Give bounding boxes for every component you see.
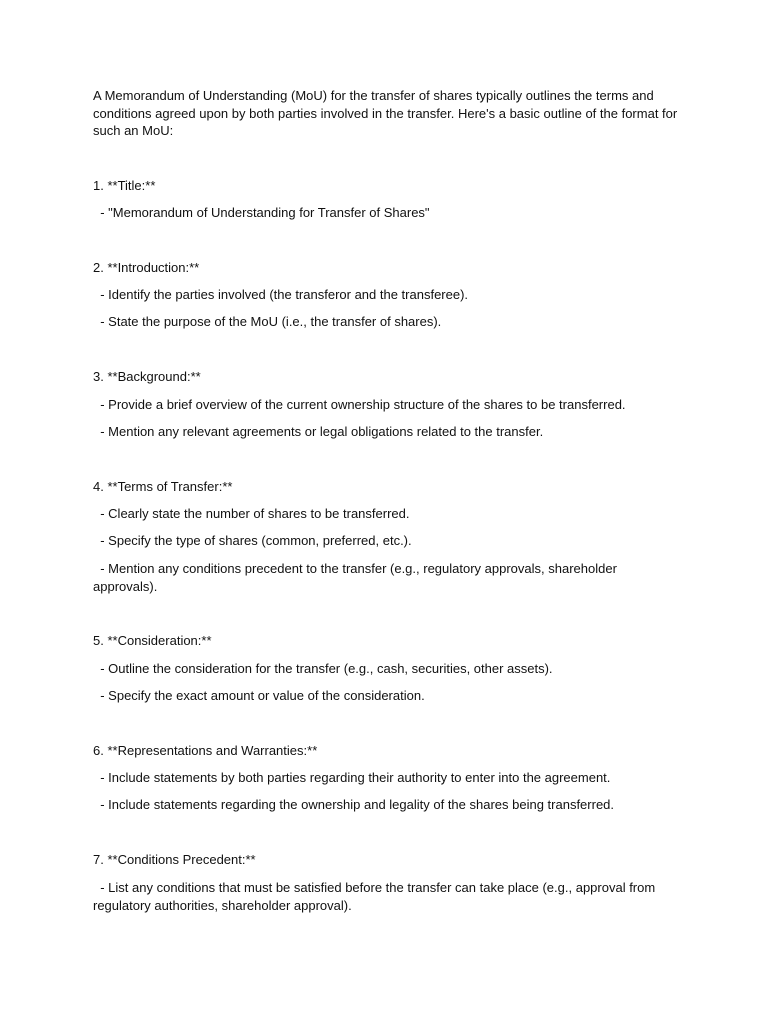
section-heading-terms-of-transfer: 4. **Terms of Transfer:** [93, 479, 233, 494]
intro-paragraph: A Memorandum of Understanding (MoU) for the transfer of shares typically outlines the terms and conditions agreed upon by both parties involved in the transfer. Here's a basic outline of the format for such an MoU: [93, 88, 678, 138]
section-item: - Mention any conditions precedent to the transfer (e.g., regulatory approvals, shareholder approvals). [93, 561, 621, 594]
section-item: - Specify the exact amount or value of the consideration. [93, 688, 425, 703]
section-item: - Clearly state the number of shares to be transferred. [93, 506, 410, 521]
section-item: - "Memorandum of Understanding for Transfer of Shares" [93, 205, 430, 220]
section-item: - Include statements regarding the ownership and legality of the shares being transferred. [93, 797, 615, 812]
section-heading-title: 1. **Title:** [93, 178, 156, 193]
section-heading-conditions-precedent: 7. **Conditions Precedent:** [93, 852, 256, 867]
section-heading-background: 3. **Background:** [93, 369, 201, 384]
section-item: - Mention any relevant agreements or legal obligations related to the transfer. [93, 424, 544, 439]
section-item: - Outline the consideration for the transfer (e.g., cash, securities, other assets). [93, 661, 553, 676]
section-item: - State the purpose of the MoU (i.e., the transfer of shares). [93, 314, 442, 329]
section-heading-consideration: 5. **Consideration:** [93, 633, 212, 648]
section-item: - Provide a brief overview of the current ownership structure of the shares to be transferred. [93, 397, 626, 412]
section-heading-introduction: 2. **Introduction:** [93, 260, 200, 275]
section-item: - Include statements by both parties regarding their authority to enter into the agreement. [93, 770, 611, 785]
section-item: - Specify the type of shares (common, preferred, etc.). [93, 533, 412, 548]
section-item: - List any conditions that must be satisfied before the transfer can take place (e.g., approval from regulatory authorities, shareholder approval). [93, 880, 659, 913]
section-heading-representations-and-warranties: 6. **Representations and Warranties:** [93, 743, 318, 758]
section-item: - Identify the parties involved (the transferor and the transferee). [93, 287, 469, 302]
